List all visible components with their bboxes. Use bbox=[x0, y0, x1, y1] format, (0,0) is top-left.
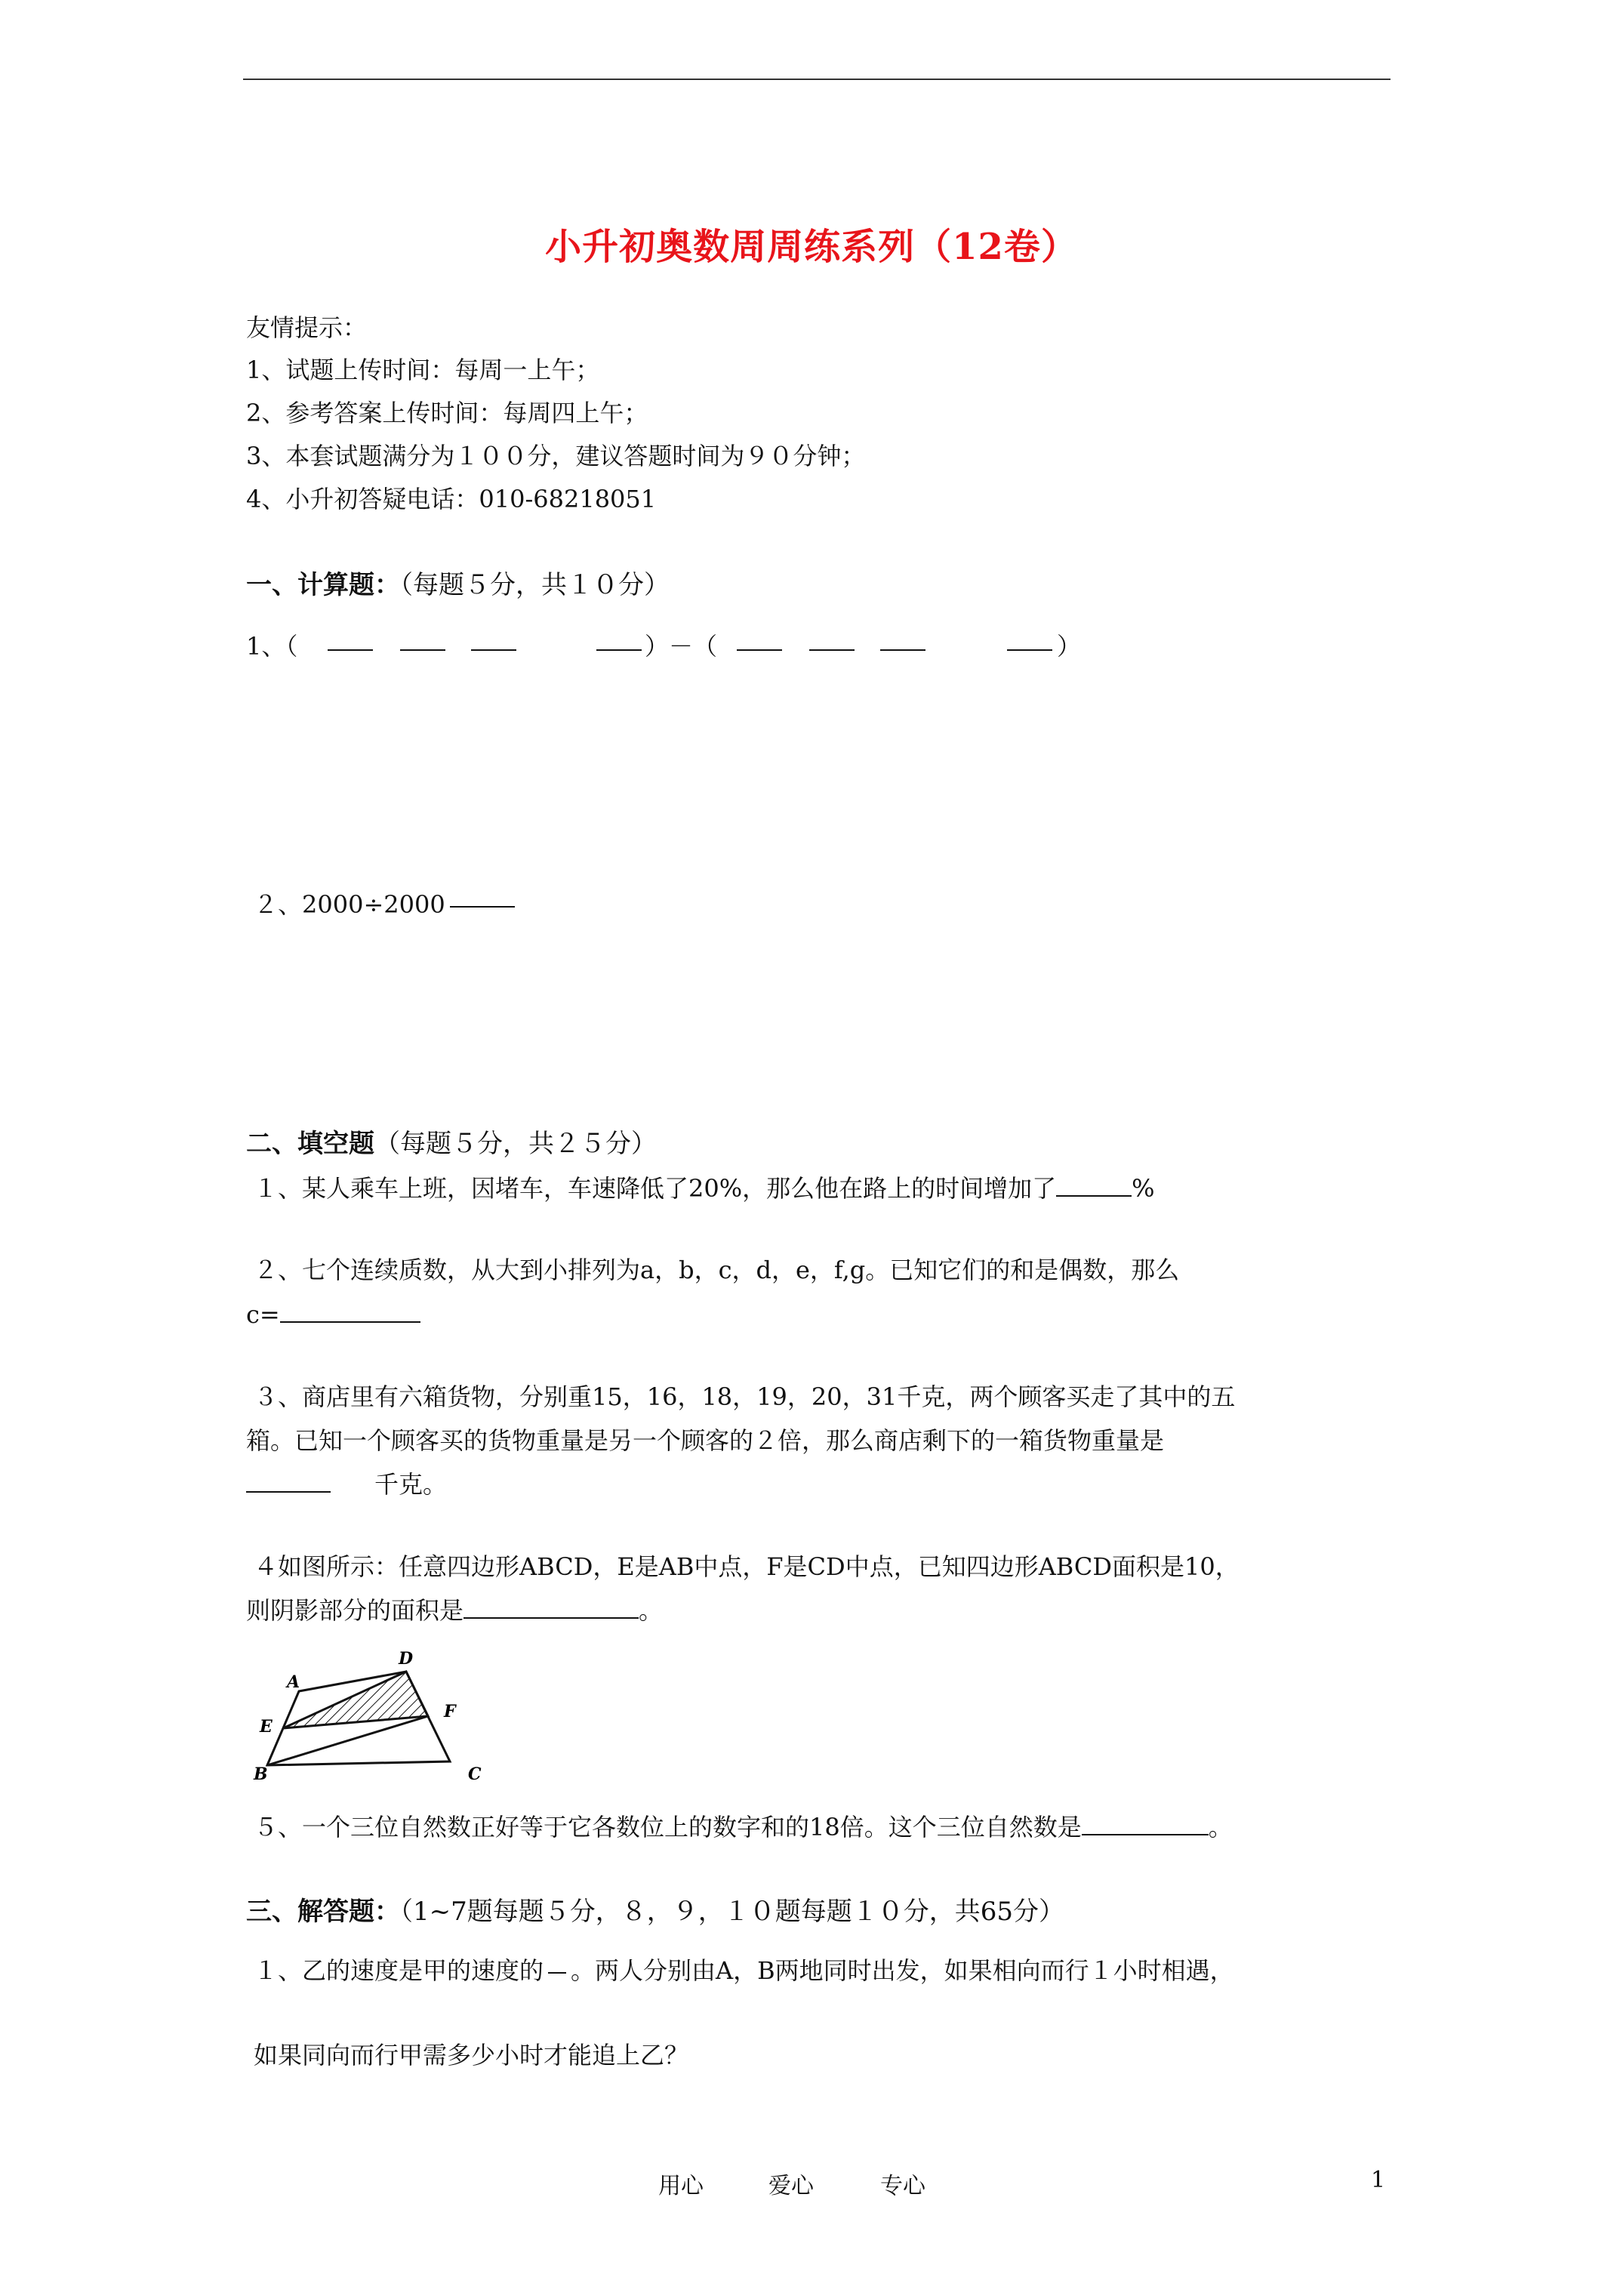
label-a: A bbox=[287, 1672, 300, 1692]
label-c: C bbox=[468, 1764, 482, 1784]
fraction-bar bbox=[450, 906, 515, 908]
s3-q1-line1 bbox=[254, 1955, 1234, 1986]
s1-q1-prefix: 1、（ bbox=[246, 632, 298, 661]
s2-q1-text: １、某人乘车上班，因堵车，车速降低了20%，那么他在路上的时间增加了 bbox=[254, 1174, 1057, 1203]
fraction-bar bbox=[809, 649, 855, 651]
s3-q1-part2: 。两人分别由A，B两地同时出发，如果相向而行１小时相遇， bbox=[571, 1956, 1234, 1985]
fraction-bar bbox=[880, 649, 925, 651]
s1-q1-end: ） bbox=[1057, 632, 1082, 661]
page-title: 小升初奥数周周练系列（12卷） bbox=[545, 226, 1078, 268]
s2-q1-unit: % bbox=[1132, 1174, 1155, 1203]
tip-item: 4、小升初答疑电话：010-68218051 bbox=[246, 485, 657, 513]
answer-blank[interactable] bbox=[463, 1595, 639, 1619]
label-d: D bbox=[399, 1649, 414, 1669]
fraction-bar bbox=[596, 649, 642, 651]
tip-item: 1、试题上传时间：每周一上午； bbox=[246, 356, 600, 384]
s2-q4-line2 bbox=[246, 1595, 663, 1626]
label-b: B bbox=[254, 1764, 268, 1784]
s1-q2-text: ２、2000÷2000 bbox=[254, 890, 445, 919]
fraction-bar bbox=[548, 1972, 566, 1974]
label-f: F bbox=[444, 1702, 456, 1721]
page-number: 1 bbox=[1371, 2167, 1386, 2193]
section2-heading bbox=[246, 1129, 657, 1159]
answer-blank[interactable] bbox=[1082, 1811, 1209, 1835]
header-rule bbox=[243, 79, 1390, 80]
s2-q2-line2 bbox=[246, 1299, 420, 1330]
section3-title: 三、解答题： bbox=[246, 1897, 400, 1927]
s2-q4-line1: ４如图所示：任意四边形ABCD，E是AB中点，F是CD中点，已知四边形ABCD面积是10， bbox=[254, 1552, 1240, 1581]
answer-blank[interactable] bbox=[280, 1299, 420, 1323]
s2-q3-line2: 箱。已知一个顾客买的货物重量是另一个顾客的２倍，那么商店剩下的一箱货物重量是 bbox=[246, 1426, 1165, 1455]
fraction-bar bbox=[737, 649, 782, 651]
s2-q2-line1: ２、七个连续质数，从大到小排列为a，b，c，d，e，f,g。已知它们的和是偶数，那么 bbox=[254, 1256, 1180, 1284]
s2-q4-end: 。 bbox=[639, 1596, 664, 1625]
tip-item: 2、参考答案上传时间：每周四上午； bbox=[246, 399, 648, 427]
fraction-bar bbox=[471, 649, 516, 651]
s2-q4-prefix: 则阴影部分的面积是 bbox=[246, 1596, 464, 1625]
s2-q3-line3 bbox=[246, 1469, 447, 1499]
s3-q1-line2: 如果同向而行甲需多少小时才能追上乙？ bbox=[254, 2041, 689, 2069]
section2-title: 二、填空题 bbox=[246, 1129, 374, 1159]
tips-heading: 友情提示： bbox=[246, 313, 368, 342]
section1-title: 一、计算题： bbox=[246, 570, 400, 600]
footer-item: 爱心 bbox=[768, 2173, 814, 2199]
quadrilateral-figure bbox=[249, 1646, 498, 1789]
section1-heading bbox=[246, 570, 670, 600]
s2-q5-text: ５、一个三位自然数正好等于它各数位上的数字和的18倍。这个三位自然数是 bbox=[254, 1813, 1082, 1841]
fraction-bar bbox=[1007, 649, 1052, 651]
s2-q5 bbox=[254, 1811, 1233, 1842]
answer-blank[interactable] bbox=[1056, 1173, 1132, 1197]
s2-q3-unit: 千克。 bbox=[374, 1470, 448, 1499]
label-e: E bbox=[260, 1717, 273, 1737]
section3-heading bbox=[246, 1897, 1064, 1927]
s3-q1-part1: １、乙的速度是甲的速度的 bbox=[254, 1956, 544, 1985]
section1-note: （每题５分，共１０分） bbox=[400, 570, 670, 600]
section2-note: （每题５分，共２５分） bbox=[374, 1129, 657, 1159]
s2-q2-prefix: c= bbox=[246, 1300, 280, 1329]
s1-q1-mid: ）－（ bbox=[645, 632, 718, 661]
footer-item: 用心 bbox=[658, 2173, 704, 2199]
s2-q5-end: 。 bbox=[1208, 1813, 1233, 1841]
fraction-bar bbox=[400, 649, 445, 651]
footer-item: 专心 bbox=[880, 2173, 925, 2199]
section3-note: （1~7题每题５分，８，９，１０题每题１０分，共65分） bbox=[400, 1897, 1065, 1927]
s2-q3-line1: ３、商店里有六箱货物，分别重15，16，18，19，20，31千克，两个顾客买走了其中的五 bbox=[254, 1382, 1236, 1411]
s1-q2 bbox=[254, 889, 515, 920]
tip-item: 3、本套试题满分为１００分，建议答题时间为９０分钟； bbox=[246, 442, 866, 470]
answer-blank[interactable] bbox=[246, 1469, 331, 1493]
fraction-bar bbox=[328, 649, 373, 651]
s2-q1 bbox=[254, 1173, 1155, 1203]
